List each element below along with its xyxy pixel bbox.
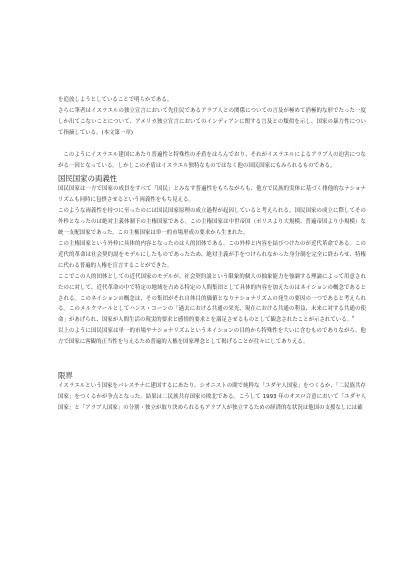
section-heading-limits: 限界 (58, 371, 73, 381)
section2-paragraph: イスラエルという国家をパレスチナに建国するにあたり、シオニストの間で純粋な「ユダヤ人国家」をつくるか、「二民族共存国家」をつくるかが争点となった。結果は二民族共存国家の敗北である。こうして 1993 年のオスロ合意において「ユダヤ人国家」と「アラブ人国家」の分割・独立が取り決められるもアラブ人が独立するための経済的な状況は他国の支援なしには確 (58, 383, 366, 411)
spacer (58, 139, 366, 150)
spacer (58, 348, 366, 370)
section-heading-nation-state: 国民国家の両義性 (58, 174, 118, 184)
summary-paragraph: このようにイスラエル建国にあたり普遍性と特殊性の矛盾をはらんでおり、それがイスラエルによるアラブ人の迫害につながる一因となっている。しかしこの矛盾はイスラエル独特なものではなく他の国民国家にもみられるものである。 (58, 151, 366, 169)
section-limits (58, 370, 366, 414)
section1-paragraph-1: 国民国家は一方で国家の成員をすべて「国民」とみなす普遍性をもちながらも、他方で民族的実体に基づく排他的なナショナリズムも同時に包摂させるという両義性をもち見える。 (58, 186, 366, 204)
intro-paragraph: を追放しようとしていることで明らかである。 さらに筆者はイスラエルの独立宣言において先住民であるアラブ人との関係についての言及が極めて消極的な形でたった一度しか出てこないことについて、アメリカ独立宣言においてのインディアンに関する言及との類似を示し、国家の暴力性について指摘している。(本文第一章) (58, 97, 366, 136)
section1-paragraph-2: このような両義性を持つに至ったのには国民国家原理の成立過程が起因していると考えられる。国民国家の成立に際してその外枠となったのは絶対主義体制下の主権国家である。この主権国家は中世帝国（ポリスより大規模、普遍帝国より小規模）な統一支配国家であった。この主権国家は単一的市場形成の要求から生まれた。 (58, 208, 366, 237)
section1-paragraph-3: この主権国家という外枠に具体的内容となったのは人的団体である。この外枠と内容を結びつけたのが近代革命である。この近代的革命は社会契約説をモデルにしたものであったため、絶対主義が手をつけられなかった身分制を完全に終わらせ、特権に代わる普遍的人権を宣言することができた。 (58, 240, 366, 269)
section1-paragraph-4-text: ここでこの人的団体としての近代国家のモデルが、社会契約説という限象的個人の抽象能力を強調する理論によって用意されたのに対して、近代革命の中で特定の地域を占める特定の人間集団として具体的内容を加えたのはネイションの概念であるとされる。このネイションの概念は、その集団がそれ自体目的価値となりナショナリズムの発生の要因の一つであると考えられる。このメルクマールとしてハンス・コーンの「過去における共通の栄光、現在における共通の利益、未来に対する共通の使命」があげられ、国家が人間生活の現実的要求と感情的要求とを満足させるものとして観念されたことが示されている。 (58, 273, 366, 324)
section1-paragraph-5: 以上のように国民国家は単一的市場やナショナリズムというネイションの目的から特殊性を大いに含むものでありながら、他方で国家に客観的正当性を与えるため普遍的人権を国家理念として掲げることが往々にしてありえる。 (58, 328, 366, 346)
section1-paragraph-4 (58, 272, 366, 327)
section-nation-state (58, 173, 366, 348)
footnote-ref: ii (352, 315, 355, 320)
